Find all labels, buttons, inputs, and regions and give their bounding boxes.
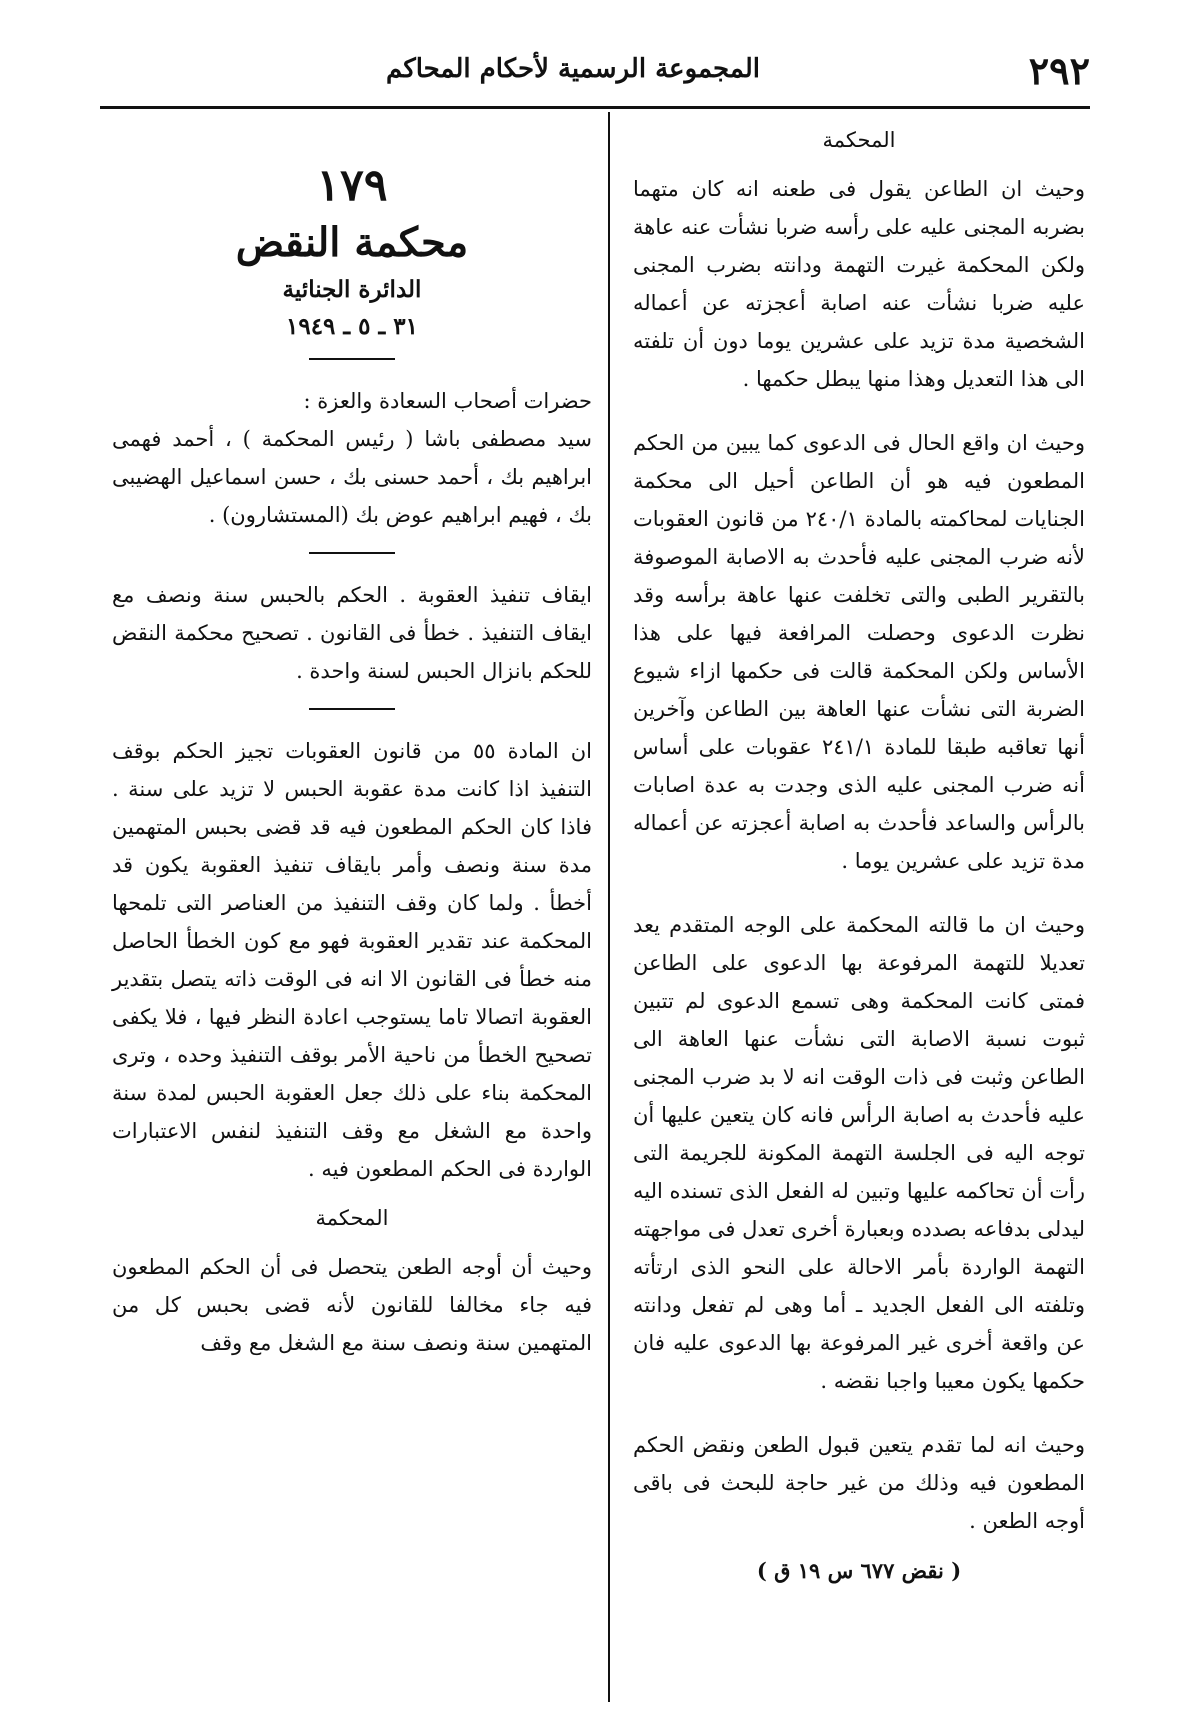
divider <box>309 358 395 360</box>
judgment-date: ٣١ ـ ٥ ـ ١٩٤٩ <box>285 313 419 340</box>
spacer <box>633 880 1085 906</box>
paragraph: وحيث ان واقع الحال فى الدعوى كما يبين من الحكم المطعون فيه هو أن الطاعن أحيل الى محكمة الجنايات لمحاكمته بالمادة ٢٤٠/١ من قانون العقوبات لأنه ضرب المجنى عليه فأحدث به الاصابة الموصوفة بالتقرير الطبى والتى تخلفت عنها عاهة برأسه وقد نظرت الدعوى وحصلت المرافعة فيها على هذا الأساس ولكن المحكمة قالت فى حكمها ازاء شيوع الضربة التى نشأت عنها العاهة بين الطاعن وآخرين أنها تعاقبه طبقا للمادة ٢٤١/١ عقوبات على أساس أنه ضرب المجنى عليه الذى وجدت به عدة اصابات بالرأس والساعد فأحدث به اصابة أعجزته عن أعماله مدة تزيد على عشرين يوما . <box>633 431 1085 873</box>
case-number: ١٧٩ <box>316 160 388 211</box>
paragraph: وحيث ان ما قالته المحكمة على الوجه المتقدم يعد تعديلا للتهمة المرفوعة بها الدعوى على الطاعن فمتى كانت المحكمة وهى تسمع الدعوى لم تتبين ثبوت نسبة الاصابة التى نشأت عنها العاهة الى الطاعن وثبت فى ذات الوقت انه لا بد ضرب المجنى عليه فأحدث به اصابة الرأس فانه كان يتعين عليها أن توجه اليه فى الجلسة التهمة المكونة للجريمة التى رأت أن تحاكمه عليها وتبين له الفعل الذى تسنده اليه ليدلى بدفاعه بصدده وبعبارة أخرى تعدل فى مواجهته التهمة الواردة بأمر الاحالة على النحو الذى ارتأته وتلفته الى الفعل الجديد ـ أما وهى لم تفعل ودانته عن واقعة أخرى غير المرفوعة بها الدعوى عليه فان حكمها يكون معيبا واجبا نقضه . <box>633 913 1086 1393</box>
left-column <box>112 128 592 1362</box>
bench-intro: حضرات أصحاب السعادة والعزة : <box>303 389 592 413</box>
column-divider <box>608 112 610 1702</box>
paragraph: وحيث انه لما تقدم يتعين قبول الطعن ونقض الحكم المطعون فيه وذلك من غير حاجة للبحث فى باقى أوجه الطعن . <box>633 1433 1085 1533</box>
section-title-court: المحكمة <box>822 128 896 152</box>
page-header <box>100 44 1090 104</box>
divider <box>309 552 395 554</box>
divider <box>309 708 395 710</box>
spacer <box>633 398 1085 424</box>
section-title-court: المحكمة <box>315 1206 389 1230</box>
spacer <box>633 1400 1085 1426</box>
court-circuit: الدائرة الجنائية <box>282 276 422 303</box>
case-summary: ايقاف تنفيذ العقوبة . الحكم بالحبس سنة ونصف مع ايقاف التنفيذ . خطأ فى القانون . تصحيح محكمة النقض للحكم بانزال الحبس لسنة واحدة . <box>112 583 592 683</box>
paragraph: وحيث ان الطاعن يقول فى طعنه انه كان متهما بضربه المجنى عليه على رأسه ضربا نشأت عنه عاهة ولكن المحكمة غيرت التهمة ودانته بضرب المجنى عليه ضربا نشأت عنه اصابة أعجزته عن أعماله الشخصية مدة تزيد على عشرين يوما دون أن تلفته الى هذا التعديل وهذا منها يبطل حكمها . <box>633 177 1085 391</box>
spacer <box>112 1188 592 1206</box>
page-number: ٢٩٢ <box>1028 48 1090 93</box>
running-title: المجموعة الرسمية لأحكام المحاكم <box>386 54 760 84</box>
legal-principle: ان المادة ٥٥ من قانون العقوبات تجيز الحكم بوقف التنفيذ اذا كانت مدة عقوبة الحبس لا تزيد على سنة . فاذا كان الحكم المطعون فيه قد قضى بحبس المتهمين مدة سنة ونصف وأمر بايقاف تنفيذ العقوبة يكون قد أخطأ . ولما كان وقف التنفيذ من العناصر التى تلمحها المحكمة عند تقدير العقوبة فهو مع كون الخطأ الحاصل منه خطأ فى القانون الا انه فى الوقت ذاته يتصل بتقدير العقوبة اتصالا تاما يستوجب اعادة النظر فيها ، فلا يكفى تصحيح الخطأ من ناحية الأمر بوقف التنفيذ وحده ، وترى المحكمة بناء على ذلك جعل العقوبة الحبس لمدة سنة واحدة مع الشغل مع وقف التنفيذ لنفس الاعتبارات الواردة فى الحكم المطعون فيه . <box>112 739 593 1181</box>
court-name: محكمة النقض <box>235 219 469 266</box>
bench-members: سيد مصطفى باشا ( رئيس المحكمة ) ، أحمد فهمى ابراهيم بك ، أحمد حسنى بك ، حسن اسماعيل الهضيبى بك ، فهيم ابراهيم عوض بك (المستشارون) . <box>112 427 592 527</box>
court-opening: وحيث أن أوجه الطعن يتحصل فى أن الحكم المطعون فيه جاء مخالفا للقانون لأنه قضى بحبس كل من المتهمين سنة ونصف سنة مع الشغل مع وقف <box>112 1255 592 1355</box>
header-rule <box>100 106 1090 109</box>
right-column <box>633 128 1085 1583</box>
case-citation: ( نقض ٦٧٧ س ١٩ ق ) <box>756 1558 962 1583</box>
